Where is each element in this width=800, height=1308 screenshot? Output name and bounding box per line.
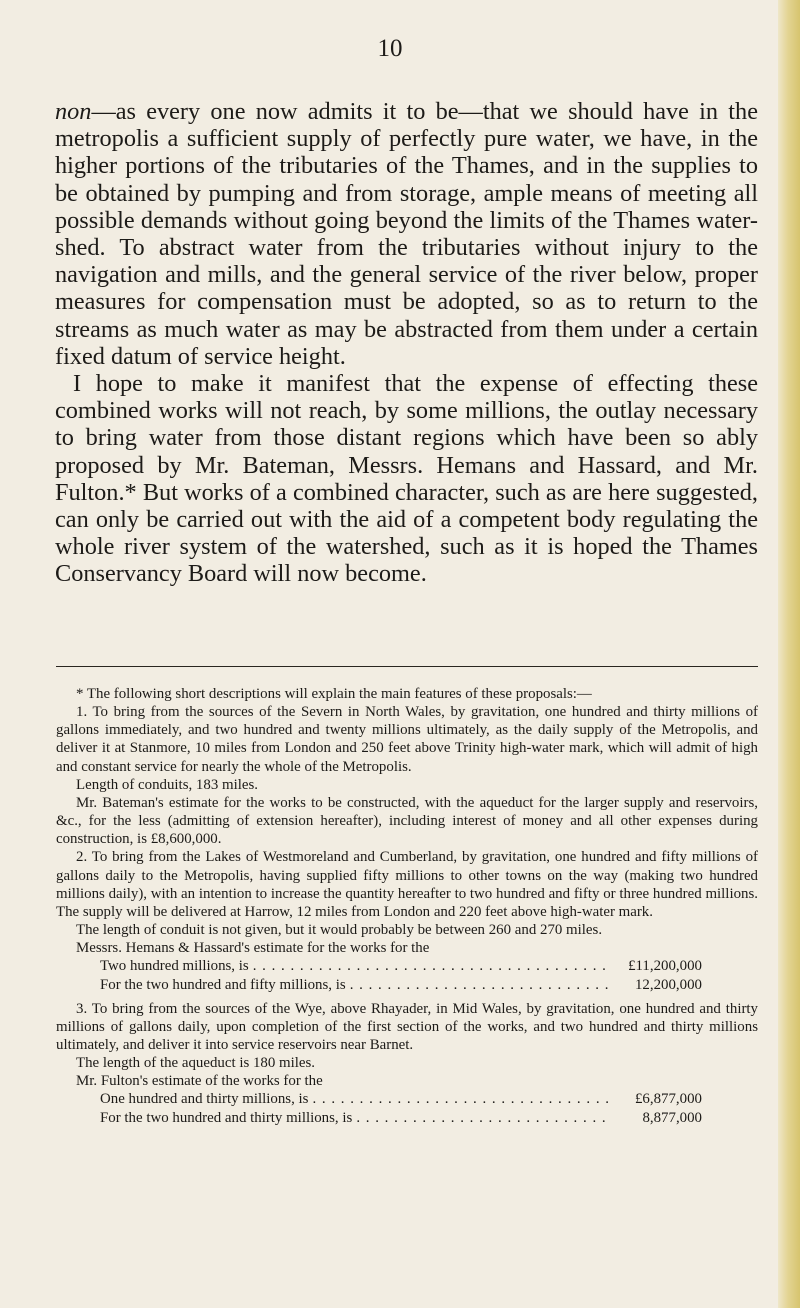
footnote-item-1-length: Length of conduits, 183 miles.	[76, 776, 258, 793]
cost-label: One hundred and thirty millions, is	[100, 1091, 309, 1108]
cost-label: For the two hundred and fifty millions, is	[100, 976, 346, 993]
cost-label: For the two hundred and thirty millions, is	[100, 1109, 353, 1126]
leader-dots	[312, 1090, 610, 1108]
footnote-item-3-estimate: Mr. Fulton's estimate of the works for the	[76, 1073, 323, 1090]
paragraph-1	[55, 98, 758, 370]
footnote-item-2: 2. To bring from the Lakes of Westmoreland and Cumberland, by gravitation, one hundred and fifty millions of gallons daily to the Metropolis, having supplied fifty millions to other towns on the way (making two hundred millions daily), with an intention to increase the quantity hereafter to two hundred and fifty or three hundred millions. The supply will be delivered at Harrow, 12 miles from London and 220 feet above high-water mark.	[56, 849, 758, 920]
footnote-item-2-length: The length of conduit is not given, but it would probably be between 260 and 270 miles.	[76, 922, 603, 939]
footnote-divider	[56, 666, 758, 667]
cost-row	[56, 1109, 758, 1127]
footnote-item-2-estimate: Messrs. Hemans & Hassard's estimate for the works for the	[76, 940, 430, 957]
leader-dots	[253, 957, 610, 975]
paragraph-2: I hope to make it manifest that the expense of effecting these combined works will not reach, by some millions, the outlay necessary to bring water from those distant regions which have been so ably proposed by Mr. Bateman, Messrs. Hemans and Hassard, and Mr. Fulton.* But works of a combined character, such as are here suggested, can only be carried out with the aid of a competent body regulating the whole river system of the watershed, such as it is hoped the Thames Conservancy Board will now become.	[55, 370, 758, 588]
leader-dots	[350, 976, 610, 994]
page-number: 10	[377, 35, 403, 62]
main-text	[55, 98, 758, 588]
footnote-item-3-length: The length of the aqueduct is 180 miles.	[76, 1055, 316, 1072]
cost-label: Two hundred millions, is	[100, 958, 249, 975]
paragraph-1-italic-start: non	[55, 98, 92, 125]
footnote-item-1: 1. To bring from the sources of the Severn in North Wales, by gravitation, one hundred and thirty millions of gallons immediately, and two hundred and twenty millions ultimately, as the daily supply of the Metropolis, and deliver it at Stanmore, 10 miles from London and 250 feet above Trinity high-water mark, which will admit of high and constant service for nearly the whole of the Metropolis.	[56, 704, 758, 775]
cost-amount: 12,200,000	[634, 976, 702, 993]
cost-amount: 8,877,000	[642, 1109, 702, 1126]
footnote-item-3: 3. To bring from the sources of the Wye, above Rhayader, in Mid Wales, by gravitation, one hundred and thirty millions of gallons daily, upon completion of the first section of the works, and two hundred and thirty millions ultimately, and deliver it into service reservoirs near Barnet.	[56, 1000, 758, 1053]
cost-row	[56, 976, 758, 994]
page-spine-edge	[778, 0, 800, 1308]
footnote-intro: * The following short descriptions will explain the main features of these proposals:—	[76, 686, 592, 702]
cost-amount: £6,877,000	[634, 1091, 702, 1108]
footnote-item-1-estimate: Mr. Bateman's estimate for the works to be constructed, with the aqueduct for the larger supply and reservoirs, &c., for the less (admitting of extension hereafter), including interest of money and all other expenses during construction, is £8,600,000.	[56, 794, 758, 848]
leader-dots	[356, 1109, 610, 1127]
footnote-block	[56, 685, 758, 1127]
cost-row	[56, 957, 758, 975]
paragraph-1-text: —as every one now admits it to be—that we should have in the metropolis a sufficient supply of perfectly pure water, we have, in the higher portions of the tributaries of the Thames, and in the supplies to be obtained by pumping and from storage, ample means of meeting all possible demands without going beyond the limits of the Thames water-shed. To abstract water from the tributaries without injury to the navigation and mills, and the general service of the river below, proper measures for compensation must be adopted, so as to return to the streams as much water as may be abstracted from them under a certain fixed datum of service height.	[55, 98, 758, 370]
cost-amount: £11,200,000	[628, 958, 702, 975]
cost-row	[56, 1090, 758, 1108]
